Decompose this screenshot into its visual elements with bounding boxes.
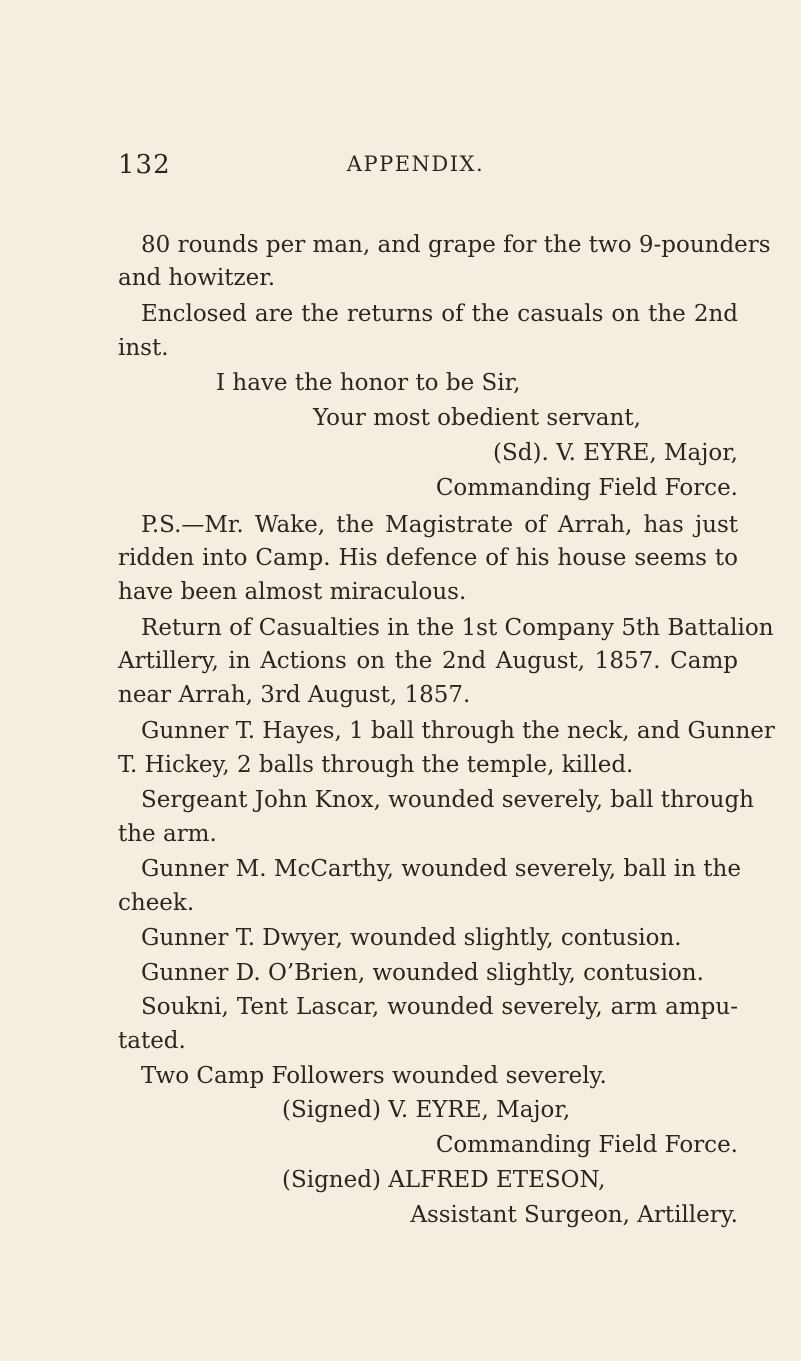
text-line: T. Hickey, 2 balls through the temple, killed. xyxy=(118,752,634,778)
signature-line: (Sd). V. EYRE, Major, xyxy=(493,440,738,466)
text-line: the arm. xyxy=(118,821,217,847)
text-line: Sergeant John Knox, wounded severely, ball through xyxy=(141,787,754,813)
text-line: Gunner D. O’Brien, wounded slightly, contusion. xyxy=(141,960,704,986)
text-line: tated. xyxy=(118,1028,186,1054)
closing-line: Your most obedient servant, xyxy=(313,405,641,431)
text-line: cheek. xyxy=(118,890,195,916)
signature-title: Commanding Field Force. xyxy=(435,475,738,501)
signature-title: Assistant Surgeon, Artillery. xyxy=(410,1202,738,1228)
text-line: Gunner T. Dwyer, wounded slightly, contusion. xyxy=(141,925,682,951)
text-line: Gunner M. McCarthy, wounded severely, ball in the xyxy=(141,856,741,882)
text-line: Two Camp Followers wounded severely. xyxy=(141,1063,607,1089)
text-line: Soukni, Tent Lascar, wounded severely, arm ampu- xyxy=(141,994,738,1020)
running-head: APPENDIX. xyxy=(346,152,485,176)
text-line: and howitzer. xyxy=(118,265,276,291)
signature-line: (Signed) ALFRED ETESON, xyxy=(282,1167,606,1193)
text-line: inst. xyxy=(118,335,169,361)
text-line: ridden into Camp. His defence of his house seems to xyxy=(118,545,738,571)
text-line: have been almost miraculous. xyxy=(118,579,467,605)
text-line: P.S.—Mr. Wake, the Magistrate of Arrah, has just xyxy=(141,512,738,538)
text-line: Return of Casualties in the 1st Company 5th Battalion xyxy=(141,615,774,641)
text-line: 80 rounds per man, and grape for the two 9-pounders xyxy=(141,232,771,258)
text-line: near Arrah, 3rd August, 1857. xyxy=(118,682,471,708)
signature-line: (Signed) V. EYRE, Major, xyxy=(282,1097,571,1123)
closing-line: I have the honor to be Sir, xyxy=(216,370,521,396)
page-number: 132 xyxy=(118,150,171,180)
text-line: Artillery, in Actions on the 2nd August, 1857. Camp xyxy=(118,648,738,674)
signature-title: Commanding Field Force. xyxy=(435,1132,738,1158)
text-line: Gunner T. Hayes, 1 ball through the neck, and Gunner xyxy=(141,718,775,744)
text-line: Enclosed are the returns of the casuals on the 2nd xyxy=(141,301,738,327)
